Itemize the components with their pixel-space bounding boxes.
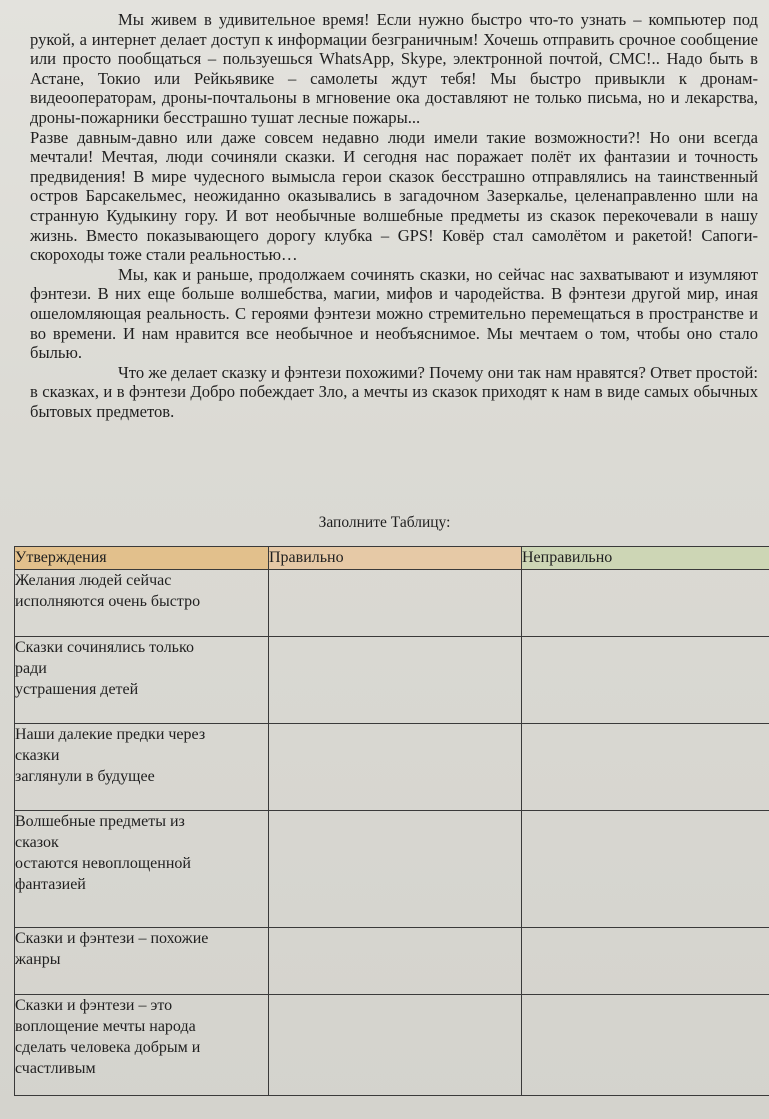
header-incorrect: Неправильно [522, 547, 769, 570]
statement-cell [15, 928, 269, 995]
statements-table [14, 546, 769, 1096]
statement-line: Сказки и фэнтези – это [15, 997, 173, 1014]
statement-line: Наши далекие предки через [15, 726, 206, 743]
statement-line: сказок [15, 834, 59, 851]
statement-line: фантазией [15, 876, 86, 893]
paragraph-2: Разве давным-давно или даже совсем недавно люди имели такие возможности?! Но они всегда мечтали! Мечтая, люди сочиняли сказки. И сегодня нас поражает полёт их фантазии и точность предвидения! В мире чудесного вымысла герои сказок бесстрашно отправлялись на таинственный остров Барсакельмес, неожиданно оказывались в загадочном Зазеркалье, целенаправленно шли на странную Кудыкину гору. И вот необычные волшебные предметы из сказок перекочевали в нашу жизнь. Вместо показывающего дорогу клубка – GPS! Ковёр стал самолётом и ракетой! Сапоги-скороходы тоже стали реальностью… [30, 127, 758, 265]
reading-text [30, 10, 758, 421]
statement-cell [15, 570, 269, 637]
table-row [15, 570, 769, 637]
paragraph-1: Мы живем в удивительное время! Если нужно быстро что-то узнать – компьютер под рукой, а интернет делает доступ к информации безграничным! Хочешь отправить срочное сообщение или просто пообщаться – пользуешься WhatsApp, Skype, электронной почтой, СМС!.. Надо быть в Астане, Токио или Рейкьявике – самолеты ждут тебя! Мы быстро привыкли к дронам-видеооператорам, дроны-почтальоны в мгновение ока доставляют не только письма, но и лекарства, дроны-пожарники бесстрашно тушат лесные пожары... [30, 10, 758, 127]
incorrect-answer-cell[interactable] [522, 995, 769, 1096]
statement-line: воплощение мечты народа [15, 1018, 196, 1035]
statement-line: исполняются очень быстро [15, 593, 201, 610]
correct-answer-cell[interactable] [269, 637, 522, 724]
paragraph-4: Что же делает сказку и фэнтези похожими? Почему они так нам нравятся? Ответ простой: в сказках, и в фэнтези Добро побеждает Зло, а мечты из сказок приходят к нам в виде самых обычных бытовых предметов. [30, 362, 758, 421]
statement-cell [15, 811, 269, 928]
header-correct: Правильно [269, 547, 522, 570]
incorrect-answer-cell[interactable] [522, 811, 769, 928]
statement-line: жанры [15, 951, 61, 968]
statement-line: ради [15, 660, 47, 677]
correct-answer-cell[interactable] [269, 724, 522, 811]
table-row [15, 637, 769, 724]
table-row [15, 724, 769, 811]
correct-answer-cell[interactable] [269, 570, 522, 637]
table-row [15, 928, 769, 995]
paragraph-3: Мы, как и раньше, продолжаем сочинять сказки, но сейчас нас захватывают и изумляют фэнтези. В них еще больше волшебства, магии, мифов и чародейства. В фэнтези другой мир, иная ошеломляющая реальность. С героями фэнтези можно стремительно перемещаться в пространстве и во времени. И нам нравится все необычное и необъяснимое. Мы мечтаем о том, чтобы оно стало былью. [30, 264, 758, 363]
statement-cell [15, 995, 269, 1096]
table-header-row [15, 547, 769, 570]
table-row [15, 995, 769, 1096]
correct-answer-cell[interactable] [269, 811, 522, 928]
statement-cell [15, 637, 269, 724]
statement-line: Волшебные предметы из [15, 813, 185, 830]
statement-line: Желания людей сейчас [15, 572, 172, 589]
correct-answer-cell[interactable] [269, 928, 522, 995]
correct-answer-cell[interactable] [269, 995, 522, 1096]
incorrect-answer-cell[interactable] [522, 637, 769, 724]
statement-cell [15, 724, 269, 811]
incorrect-answer-cell[interactable] [522, 928, 769, 995]
table-row [15, 811, 769, 928]
statement-line: сказки [15, 747, 60, 764]
statement-line: заглянули в будущее [15, 768, 155, 785]
header-statements: Утверждения [15, 547, 269, 570]
incorrect-answer-cell[interactable] [522, 724, 769, 811]
incorrect-answer-cell[interactable] [522, 570, 769, 637]
statement-line: Сказки сочинялись только [15, 639, 194, 656]
table-caption: Заполните Таблицу: [318, 514, 451, 531]
statement-line: остаются невоплощенной [15, 855, 191, 872]
statement-line: устрашения детей [15, 681, 139, 698]
statement-line: Сказки и фэнтези – похожие [15, 930, 209, 947]
statement-line: сделать человека добрым и [15, 1039, 201, 1056]
statement-line: счастливым [15, 1060, 96, 1077]
